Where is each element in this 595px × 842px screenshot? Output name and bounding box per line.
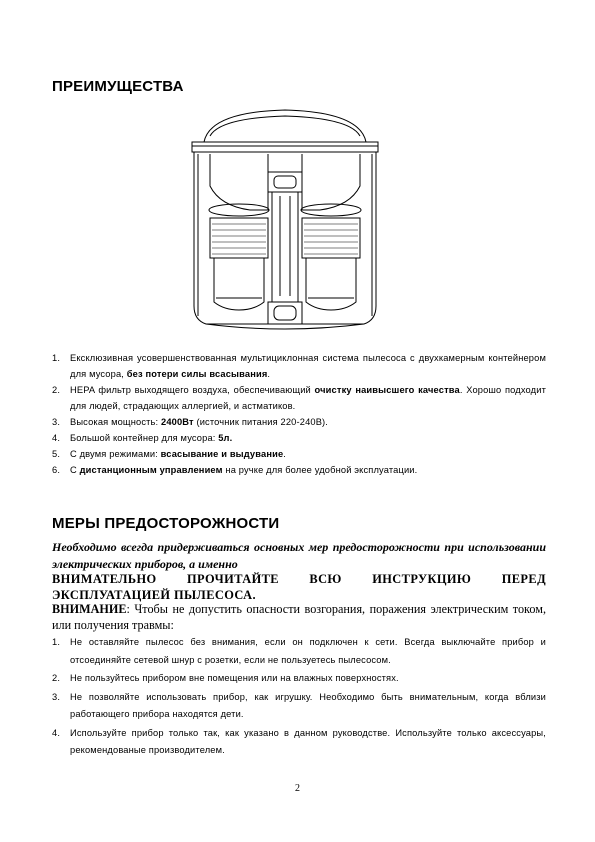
cyclone-dust-container-drawing-icon — [180, 106, 390, 342]
attention-text: : Чтобы не допустить опасности возгорания, поражения электрическим током, или получения травмы: — [52, 602, 546, 632]
list-item: 4. Используйте прибор только так, как указано в данном руководстве. Используйте только аксессуары, рекомендованые производителем. — [52, 727, 546, 755]
list-item: 3. Не позволяйте использовать прибор, как игрушку. Необходимо быть внимательным, когда вблизи работающего прибора находятся дети. — [52, 691, 546, 719]
list-item: 3. Высокая мощность: 2400Вт (источник питания 220-240В). — [52, 417, 329, 427]
advantages-heading: ПРЕИМУЩЕСТВА — [52, 78, 184, 95]
list-item: 5. С двумя режимами: всасывание и выдувание. — [52, 449, 287, 459]
list-item: 4. Большой контейнер для мусора: 5л. — [52, 433, 233, 443]
cyclone-container-illustration — [180, 106, 390, 342]
list-item: 1. Ексклюзивная усовершенствованная мультициклонная система пылесоса с двухкамерным контейнером для мусора, без потери силы всасывания. — [52, 353, 546, 379]
attention-label: ВНИМАНИЕ — [52, 602, 127, 616]
list-item: 6. С дистанционным управлением на ручке для более удобной эксплуатации. — [52, 465, 418, 475]
attention-paragraph — [52, 601, 546, 633]
list-item: 2. Не пользуйтесь прибором вне помещения или на влажных поверхностях. — [52, 673, 399, 683]
precautions-heading: МЕРЫ ПРЕДОСТОРОЖНОСТИ — [52, 515, 280, 532]
page-number: 2 — [295, 783, 300, 794]
list-item: 2. HEPA фильтр выходящего воздуха, обеспечивающий очистку наивысшего качества. Хорошо подходит для людей, страдающих аллергией, и астматиков. — [52, 385, 546, 411]
advantages-list — [52, 350, 546, 478]
precautions-intro: Необходимо всегда придерживаться основных мер предосторожности при использовании электрических приборов, а именно — [52, 540, 546, 571]
list-item: 1. Не оставляйте пылесос без внимания, если он подключен к сети. Всегда выключайте прибор и отсоединяйте сетевой шнур с розетки, если не пользуетесь пылесосом. — [52, 637, 546, 665]
read-instructions-warning: ВНИМАТЕЛЬНО ПРОЧИТАЙТЕ ВСЮ ИНСТРУКЦИЮ ПЕРЕД ЭКСПЛУАТАЦИЕЙ ПЫЛЕСОСА. — [52, 572, 546, 602]
precautions-list — [52, 634, 546, 761]
